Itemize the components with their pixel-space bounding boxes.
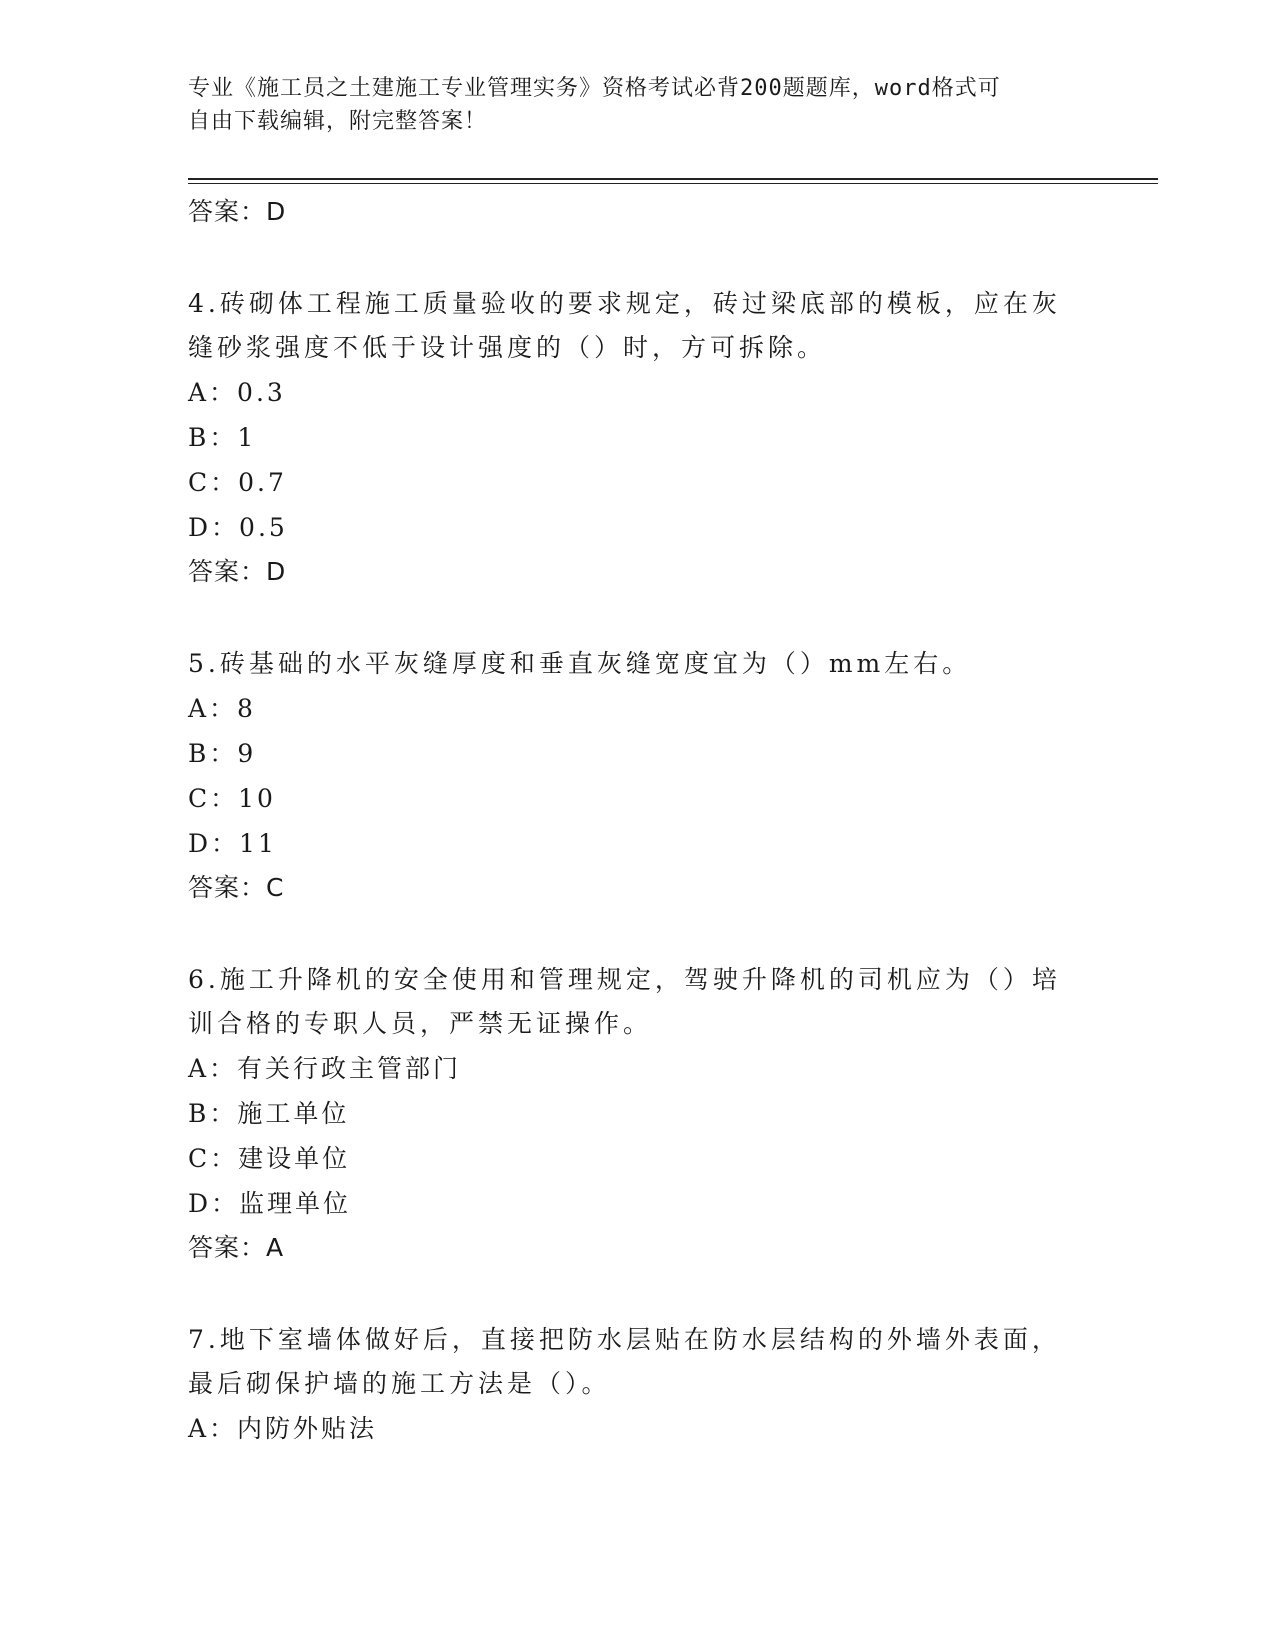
option-b: B：1 xyxy=(188,423,257,452)
answer-label: 答案：D xyxy=(188,197,287,226)
header-line-2: 自由下载编辑，附完整答案！ xyxy=(188,109,488,134)
option-d: D：0.5 xyxy=(188,513,288,542)
option-c: C：10 xyxy=(188,784,276,813)
question-block xyxy=(188,1318,1088,1451)
question-text xyxy=(188,1318,1088,1406)
document-header xyxy=(188,72,1068,138)
question-text xyxy=(188,282,1088,370)
question-block xyxy=(188,642,1088,910)
question-text xyxy=(188,958,1088,1046)
option-a: A：有关行政主管部门 xyxy=(188,1054,462,1083)
option-a: A：0.3 xyxy=(188,378,286,407)
question-line: 缝砂浆强度不低于设计强度的（）时，方可拆除。 xyxy=(188,333,827,362)
question-line: 最后砌保护墙的施工方法是（）。 xyxy=(188,1369,611,1398)
question-line: 6.施工升降机的安全使用和管理规定，驾驶升降机的司机应为（）培 xyxy=(188,965,1061,994)
option-b: B：施工单位 xyxy=(188,1099,350,1128)
question-line: 5.砖基础的水平灰缝厚度和垂直灰缝宽度宜为（）mm左右。 xyxy=(188,649,972,678)
question-block xyxy=(188,282,1088,594)
option-a: A：8 xyxy=(188,694,256,723)
answer-label: 答案：D xyxy=(188,557,287,586)
option-b: B：9 xyxy=(188,739,257,768)
option-c: C：0.7 xyxy=(188,468,287,497)
option-c: C：建设单位 xyxy=(188,1144,351,1173)
answer-label: 答案：A xyxy=(188,1233,285,1262)
answer-label: 答案：C xyxy=(188,873,285,902)
option-a: A：内防外贴法 xyxy=(188,1414,378,1443)
question-text xyxy=(188,642,1088,686)
option-d: D：监理单位 xyxy=(188,1189,352,1218)
question-list xyxy=(188,190,1088,1451)
header-line-1: 专业《施工员之土建施工专业管理实务》资格考试必背200题题库，word格式可 xyxy=(188,76,1001,101)
header-divider-thin xyxy=(188,183,1158,184)
option-d: D：11 xyxy=(188,829,277,858)
question-line: 训合格的专职人员，严禁无证操作。 xyxy=(188,1009,653,1038)
question-block xyxy=(188,958,1088,1270)
question-line: 7.地下室墙体做好后，直接把防水层贴在防水层结构的外墙外表面， xyxy=(188,1325,1061,1354)
question-line: 4.砖砌体工程施工质量验收的要求规定，砖过梁底部的模板，应在灰 xyxy=(188,289,1061,318)
header-divider xyxy=(188,178,1158,180)
